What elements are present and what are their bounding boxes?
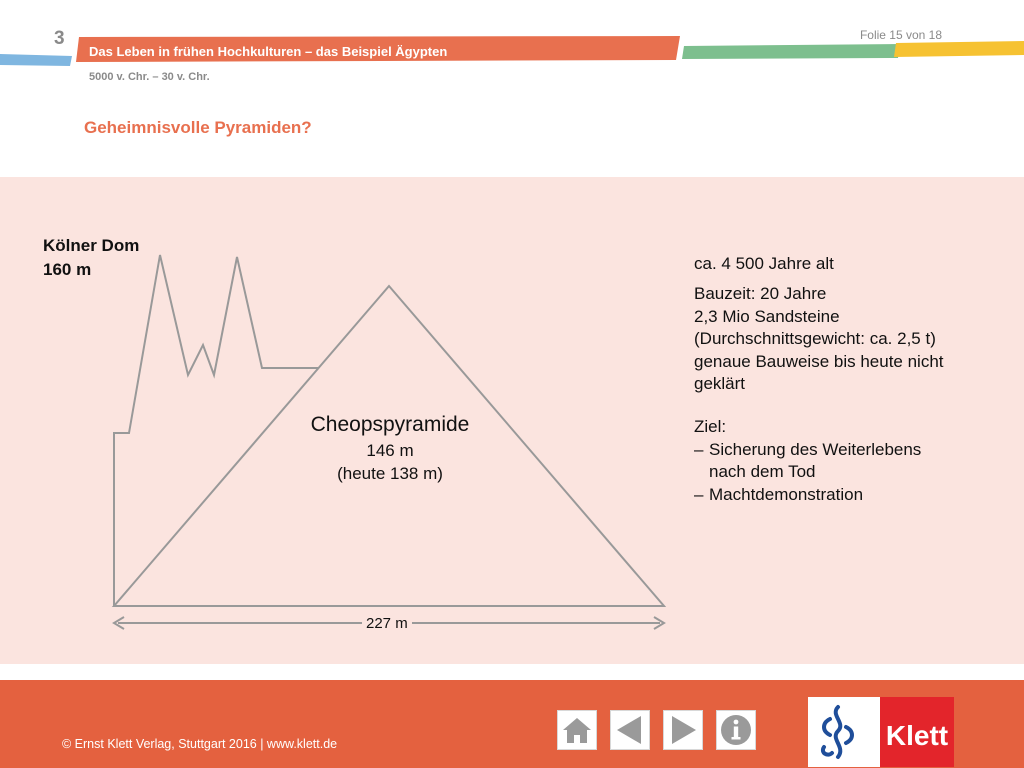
cathedral-height: 160 m — [43, 260, 92, 279]
klett-logo[interactable] — [808, 697, 954, 767]
pyramid-height-today: (heute 138 m) — [337, 464, 443, 483]
next-slide-button[interactable] — [663, 710, 703, 750]
header-title: Das Leben in frühen Hochkulturen – das Beispiel Ägypten — [89, 44, 448, 59]
logo-text: Klett — [885, 720, 949, 751]
cathedral-name: Kölner Dom — [43, 236, 140, 255]
fact-line: genaue Bauweise bis heute nicht — [694, 351, 944, 371]
cathedral-outline — [114, 255, 318, 606]
triangle-left-icon — [611, 711, 649, 749]
pyramid-height: 146 m — [366, 441, 414, 460]
home-icon — [558, 711, 596, 749]
info-button[interactable] — [716, 710, 756, 750]
info-facts — [694, 283, 944, 396]
copyright-text: © Ernst Klett Verlag, Stuttgart 2016 | www.klett.de — [62, 737, 338, 751]
previous-slide-button[interactable] — [610, 710, 650, 750]
green-header-bar — [682, 44, 900, 59]
fact-line: (Durchschnittsgewicht: ca. 2,5 t) — [694, 329, 936, 348]
goal-item — [694, 484, 921, 507]
goal-text — [709, 439, 921, 484]
header-subtitle: 5000 v. Chr. – 30 v. Chr. — [89, 71, 210, 83]
goal-label: Ziel: — [694, 417, 727, 436]
info-age: ca. 4 500 Jahre alt — [694, 254, 834, 273]
fact-line: 2,3 Mio Sandsteine — [694, 306, 840, 326]
slide-title: Geheimnisvolle Pyramiden? — [84, 118, 312, 137]
cathedral-label — [43, 234, 139, 282]
fact-line: Bauzeit: 20 Jahre — [694, 284, 827, 303]
goal-text-line: nach dem Tod — [709, 462, 816, 481]
bullet-dash: – — [694, 439, 704, 459]
home-button[interactable] — [557, 710, 597, 750]
yellow-header-bar — [894, 41, 1024, 57]
fact-line: geklärt — [694, 374, 746, 393]
slide-counter: Folie 15 von 18 — [859, 28, 942, 42]
triangle-right-icon — [664, 711, 702, 749]
goal-item — [694, 439, 921, 484]
bullet-dash: – — [694, 484, 704, 504]
info-icon — [717, 711, 755, 749]
info-goal — [694, 416, 921, 506]
chapter-number: 3 — [54, 28, 65, 49]
base-width-label: 227 m — [362, 615, 412, 632]
blue-header-bar — [0, 54, 72, 66]
pyramid-name: Cheopspyramide — [310, 413, 470, 436]
goal-text: Machtdemonstration — [709, 484, 864, 504]
goal-text-line: Sicherung des Weiterlebens — [709, 439, 922, 459]
